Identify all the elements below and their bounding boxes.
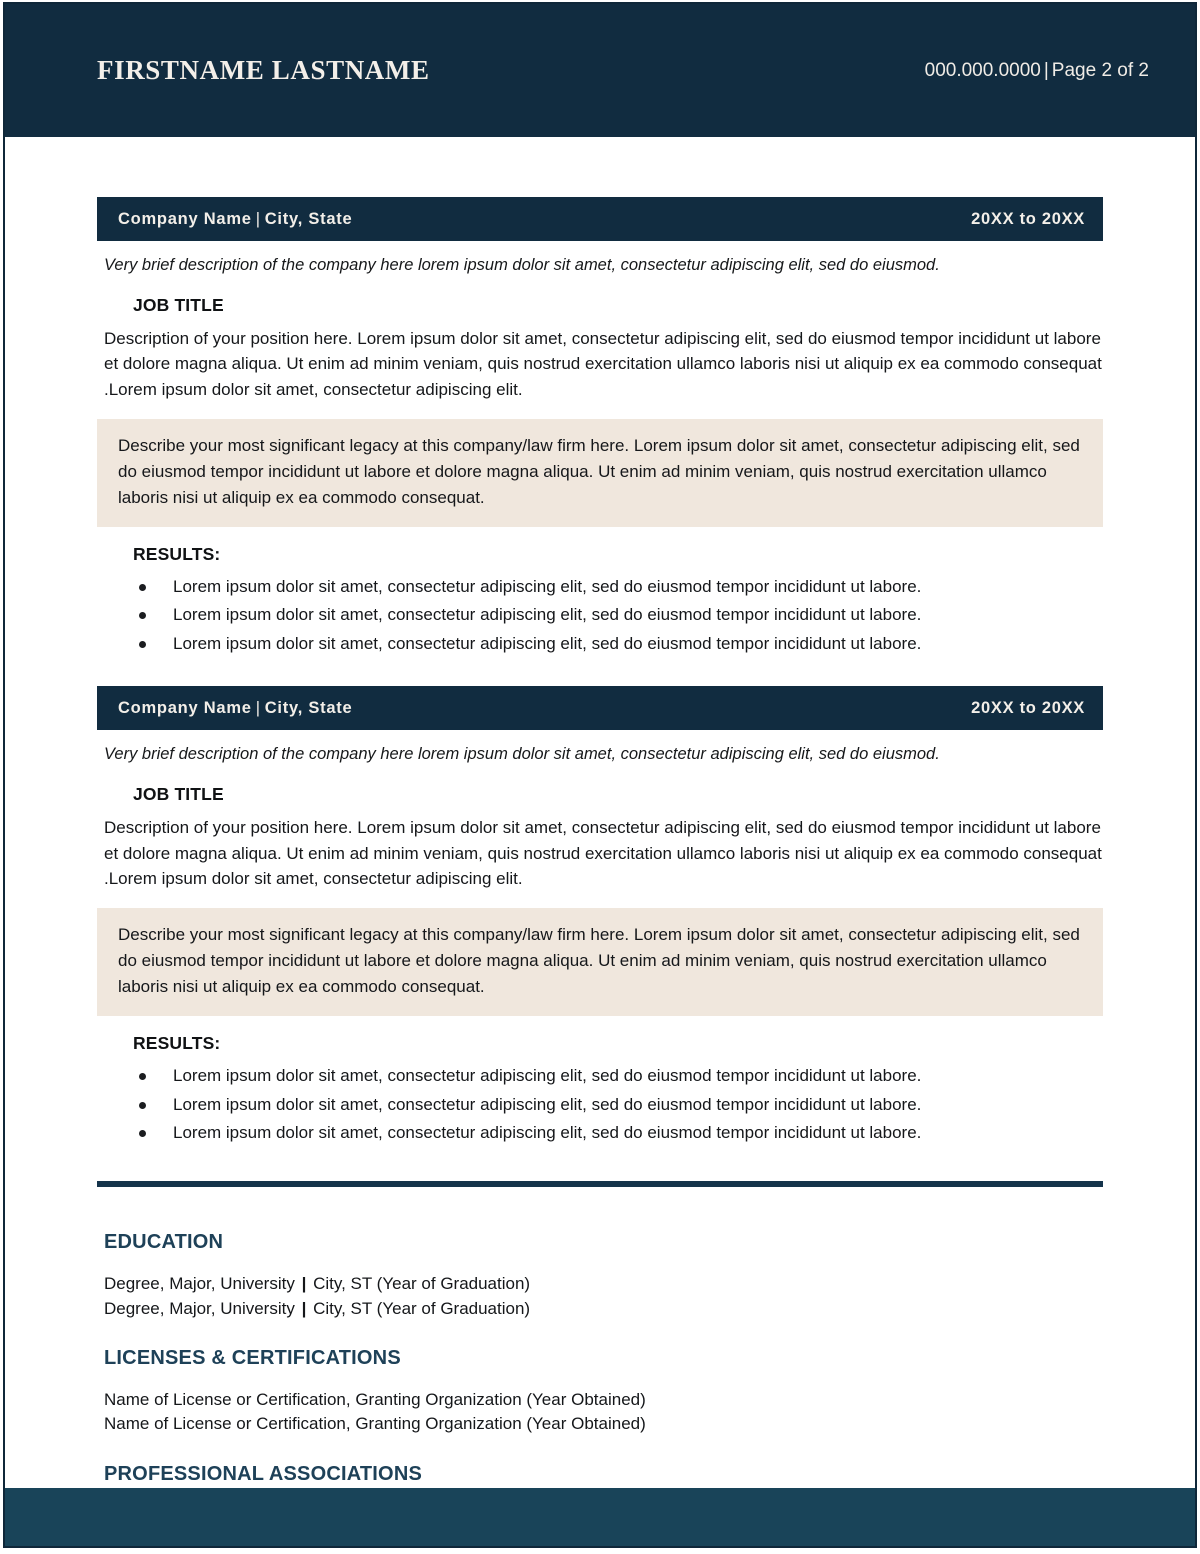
company-location: City, State — [264, 698, 353, 717]
results-label: RESULTS: — [133, 1032, 221, 1053]
header-separator: | — [1043, 59, 1049, 81]
company-separator: | — [255, 209, 261, 228]
education-entries — [104, 1272, 1103, 1321]
employment-dates: 20XX to 20XX — [971, 209, 1085, 228]
company-location: City, State — [264, 209, 353, 228]
results-list — [97, 574, 1103, 659]
page-header — [5, 4, 1195, 140]
list-item: Lorem ipsum dolor sit amet, consectetur adipiscing elit, sed do eiusmod tempor incididunt ut labore. — [97, 631, 1103, 658]
company-description: Very brief description of the company here lorem ipsum dolor sit amet, consectetur adipiscing elit, sed do eiusmod. — [104, 745, 940, 764]
company-name-location — [118, 699, 352, 718]
page-content — [5, 140, 1195, 1548]
education-entry — [104, 1272, 1103, 1296]
company-separator: | — [255, 698, 261, 717]
company-name-location — [118, 210, 352, 229]
resume-page — [3, 2, 1197, 1548]
company-header-bar — [97, 686, 1103, 730]
license-entry: Name of License or Certification, Granting Organization (Year Obtained) — [104, 1389, 646, 1409]
list-item: Lorem ipsum dolor sit amet, consectetur adipiscing elit, sed do eiusmod tempor incididunt ut labore. — [97, 1063, 1103, 1090]
page-title: FIRSTNAME LASTNAME — [97, 55, 430, 85]
job-title: JOB TITLE — [133, 294, 224, 315]
education-degree: Degree, Major, University — [104, 1274, 295, 1294]
education-detail: City, ST (Year of Graduation) — [313, 1298, 531, 1318]
results-list — [97, 1063, 1103, 1148]
education-detail: City, ST (Year of Graduation) — [313, 1274, 531, 1294]
company-header-bar — [97, 197, 1103, 241]
education-separator: | — [301, 1298, 307, 1318]
list-item: Lorem ipsum dolor sit amet, consectetur adipiscing elit, sed do eiusmod tempor incididunt ut labore. — [97, 1092, 1103, 1119]
legacy-highlight-box: Describe your most significant legacy at this company/law firm here. Lorem ipsum dolor sit amet, consectetur adipiscing elit, sed do eiusmod tempor incididunt ut labore et dolore magna aliqua. Ut enim ad minim veniam, quis nostrud exercitation ullamco laboris nisi ut aliquip ex ea commodo consequat. — [97, 908, 1103, 1015]
experience-entry — [97, 660, 1103, 1147]
header-contact-meta — [925, 60, 1149, 82]
education-entry — [104, 1297, 1103, 1321]
list-item: Lorem ipsum dolor sit amet, consectetur adipiscing elit, sed do eiusmod tempor incididunt ut labore. — [97, 574, 1103, 601]
employment-dates: 20XX to 20XX — [971, 698, 1085, 717]
licenses-entries — [104, 1388, 1103, 1437]
company-name: Company Name — [118, 698, 252, 717]
license-entry: Name of License or Certification, Granting Organization (Year Obtained) — [104, 1414, 646, 1434]
education-heading: EDUCATION — [104, 1231, 224, 1254]
header-page-indicator: Page 2 of 2 — [1051, 59, 1149, 81]
results-label: RESULTS: — [133, 543, 221, 564]
job-description: Description of your position here. Lorem ipsum dolor sit amet, consectetur adipiscing elit, sed do eiusmod tempor incididunt ut labore et dolore magna aliqua. Ut enim ad minim veniam, quis nostrud exercitation ullamco laboris nisi ut aliquip ex ea commodo consequat .Lorem ipsum dolor sit amet, consectetur adipiscing elit. — [104, 328, 1102, 400]
job-description: Description of your position here. Lorem ipsum dolor sit amet, consectetur adipiscing elit, sed do eiusmod tempor incididunt ut labore et dolore magna aliqua. Ut enim ad minim veniam, quis nostrud exercitation ullamco laboris nisi ut aliquip ex ea commodo consequat .Lorem ipsum dolor sit amet, consectetur adipiscing elit. — [104, 817, 1102, 889]
licenses-heading: LICENSES & CERTIFICATIONS — [104, 1346, 401, 1369]
company-description: Very brief description of the company here lorem ipsum dolor sit amet, consectetur adipiscing elit, sed do eiusmod. — [104, 256, 940, 274]
list-item: Lorem ipsum dolor sit amet, consectetur adipiscing elit, sed do eiusmod tempor incididunt ut labore. — [97, 602, 1103, 629]
education-degree: Degree, Major, University — [104, 1298, 295, 1318]
experience-entry — [97, 140, 1103, 658]
company-name: Company Name — [118, 209, 252, 228]
education-separator: | — [301, 1274, 307, 1294]
header-phone: 000.000.0000 — [924, 59, 1041, 81]
job-title: JOB TITLE — [133, 783, 224, 804]
legacy-highlight-box: Describe your most significant legacy at this company/law firm here. Lorem ipsum dolor sit amet, consectetur adipiscing elit, sed do eiusmod tempor incididunt ut labore et dolore magna aliqua. Ut enim ad minim veniam, quis nostrud exercitation ullamco laboris nisi ut aliquip ex ea commodo consequat. — [97, 419, 1103, 526]
associations-heading: PROFESSIONAL ASSOCIATIONS — [104, 1462, 422, 1485]
page-footer — [5, 1486, 1195, 1546]
list-item: Lorem ipsum dolor sit amet, consectetur adipiscing elit, sed do eiusmod tempor incididunt ut labore. — [97, 1120, 1103, 1147]
